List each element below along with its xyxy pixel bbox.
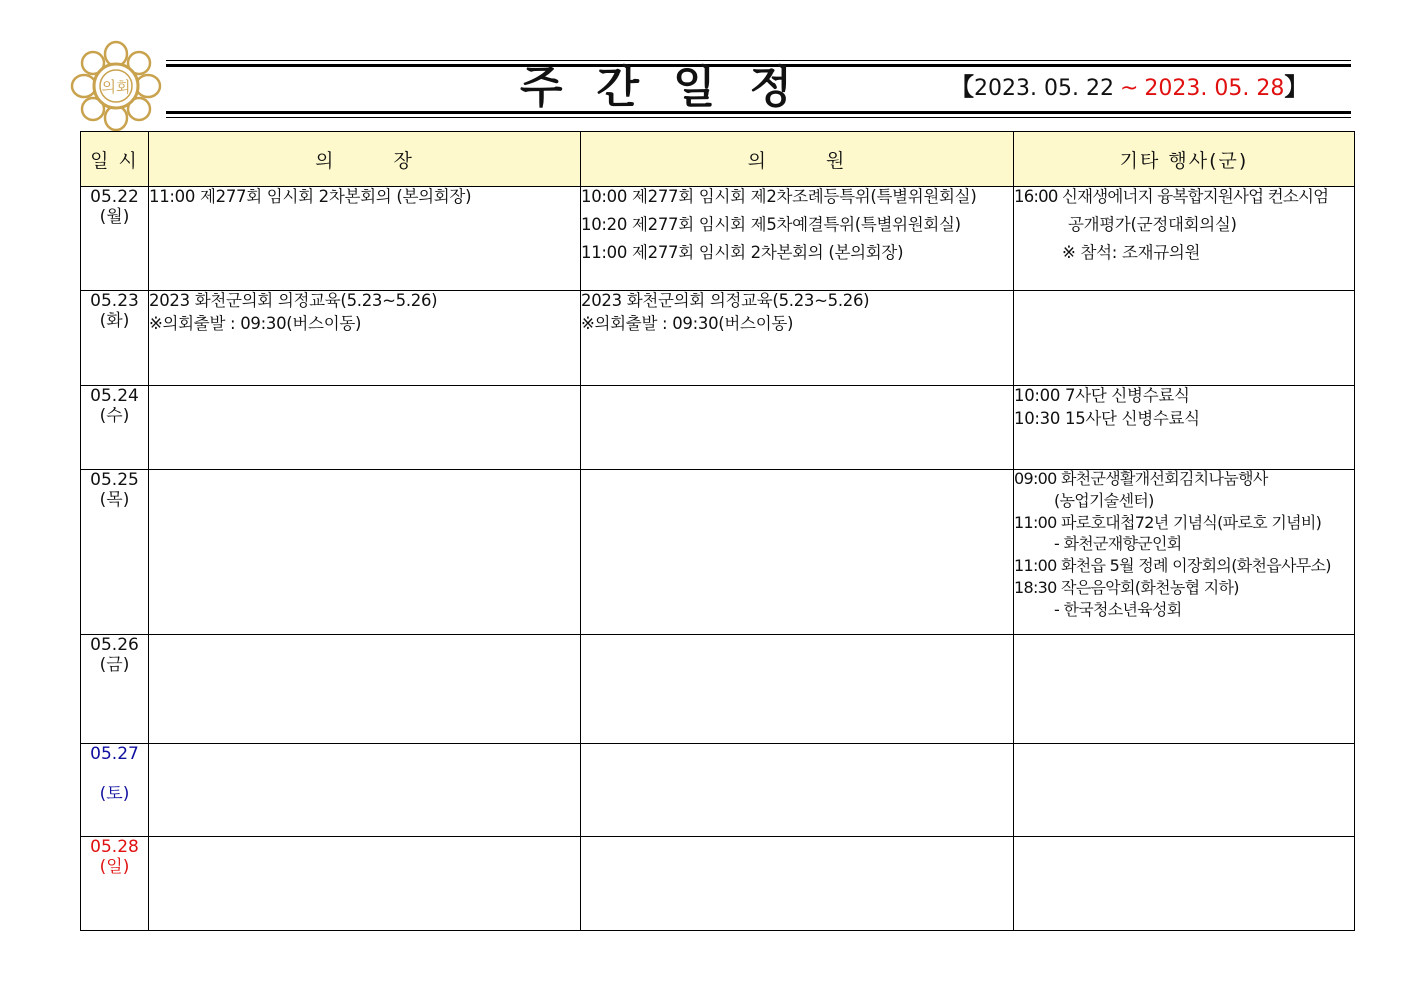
table-row [81, 470, 1355, 635]
chair-cell [149, 386, 581, 470]
chair-cell [149, 470, 581, 635]
weekday-label: (수) [99, 406, 130, 426]
range-separator: ~ [1119, 76, 1139, 101]
column-header-chair: 의 장 [149, 132, 581, 187]
weekday-label: (화) [99, 311, 130, 331]
range-start: 2023. 05. 22 [974, 76, 1114, 101]
bracket-open: 【 [950, 73, 974, 101]
event-line: 2023 화천군의회 의정교육(5.23~5.26) [581, 291, 870, 310]
event-line: ※의회출발 : 09:30(버스이동) [581, 314, 794, 333]
weekday-label: (월) [99, 207, 130, 227]
event-line: 11:00 화천읍 5월 정례 이장회의(화천읍사무소) [1014, 556, 1331, 576]
weekday-label: (토) [99, 784, 130, 804]
date-cell [81, 386, 149, 470]
other-cell [1014, 635, 1355, 744]
event-line: 2023 화천군의회 의정교육(5.23~5.26) [149, 291, 438, 310]
date-label: 05.26 [90, 635, 139, 655]
other-cell [1014, 291, 1355, 386]
other-cell [1014, 470, 1355, 635]
date-label: 05.25 [90, 470, 139, 490]
table-row [81, 187, 1355, 291]
date-label: 05.28 [90, 837, 139, 857]
date-range [950, 72, 1308, 104]
bracket-close: 】 [1284, 73, 1309, 101]
member-cell [581, 187, 1014, 291]
table-row [81, 837, 1355, 931]
chair-cell [149, 635, 581, 744]
chair-cell [149, 744, 581, 837]
event-line: (농업기술센터) [1054, 490, 1154, 510]
date-label: 05.22 [90, 187, 139, 207]
event-line: - 한국청소년육성회 [1054, 599, 1182, 619]
weekday-label: (목) [99, 490, 130, 510]
date-cell [81, 837, 149, 931]
event-line: 11:00 제277회 임시회 2차본회의 (본의회장) [581, 243, 904, 262]
event-line: 10:00 7사단 신병수료식 [1014, 386, 1190, 405]
date-label: 05.23 [90, 291, 139, 311]
event-line: 09:00 화천군생활개선회김치나눔행사 [1014, 469, 1268, 488]
other-cell [1014, 187, 1355, 291]
member-cell [581, 744, 1014, 837]
emblem-text: 의회 [101, 78, 131, 96]
column-header-other: 기타 행사(군) [1014, 132, 1355, 187]
column-header-member: 의 원 [581, 132, 1014, 187]
date-cell [81, 470, 149, 635]
event-line: 10:20 제277회 임시회 제5차예결특위(특별위원회실) [581, 215, 961, 234]
event-line: 16:00 신재생에너지 융복합지원사업 컨소시엄 [1014, 187, 1329, 206]
date-cell [81, 744, 149, 837]
date-label: 05.27 [90, 744, 139, 764]
council-emblem-icon [70, 40, 162, 132]
other-cell [1014, 837, 1355, 931]
event-line: 11:00 제277회 임시회 2차본회의 (본의회장) [149, 187, 472, 206]
event-line: ※의회출발 : 09:30(버스이동) [149, 314, 362, 333]
weekly-schedule-table [80, 131, 1355, 931]
member-cell [581, 837, 1014, 931]
event-line: 공개평가(군정대회의실) [1068, 215, 1237, 234]
date-cell [81, 635, 149, 744]
member-cell [581, 470, 1014, 635]
table-row [81, 386, 1355, 470]
chair-cell [149, 837, 581, 931]
member-cell [581, 635, 1014, 744]
page-title: 주간일정 [520, 62, 827, 113]
member-cell [581, 386, 1014, 470]
table-row [81, 635, 1355, 744]
other-cell [1014, 386, 1355, 470]
event-line: 11:00 파로호대첩72년 기념식(파로호 기념비) [1014, 512, 1322, 532]
header-rule-bottom-thin [166, 117, 1351, 118]
event-line: 10:00 제277회 임시회 제2차조례등특위(특별위원회실) [581, 187, 977, 206]
date-cell [81, 291, 149, 386]
chair-cell [149, 291, 581, 386]
table-row [81, 744, 1355, 837]
column-header-date: 일 시 [81, 132, 149, 187]
weekday-label: (일) [99, 857, 130, 877]
member-cell [581, 291, 1014, 386]
event-line: 18:30 작은음악회(화천농협 지하) [1014, 577, 1239, 597]
table-header-row [81, 132, 1355, 187]
table-row [81, 291, 1355, 386]
other-cell [1014, 744, 1355, 837]
weekday-label: (금) [99, 655, 130, 675]
chair-cell [149, 187, 581, 291]
event-line: - 화천군재향군인회 [1054, 534, 1182, 554]
range-end: 2023. 05. 28 [1144, 76, 1285, 101]
event-line: 10:30 15사단 신병수료식 [1014, 409, 1200, 428]
date-cell [81, 187, 149, 291]
event-line: ※ 참석: 조재규의원 [1062, 243, 1201, 262]
date-label: 05.24 [90, 386, 139, 406]
